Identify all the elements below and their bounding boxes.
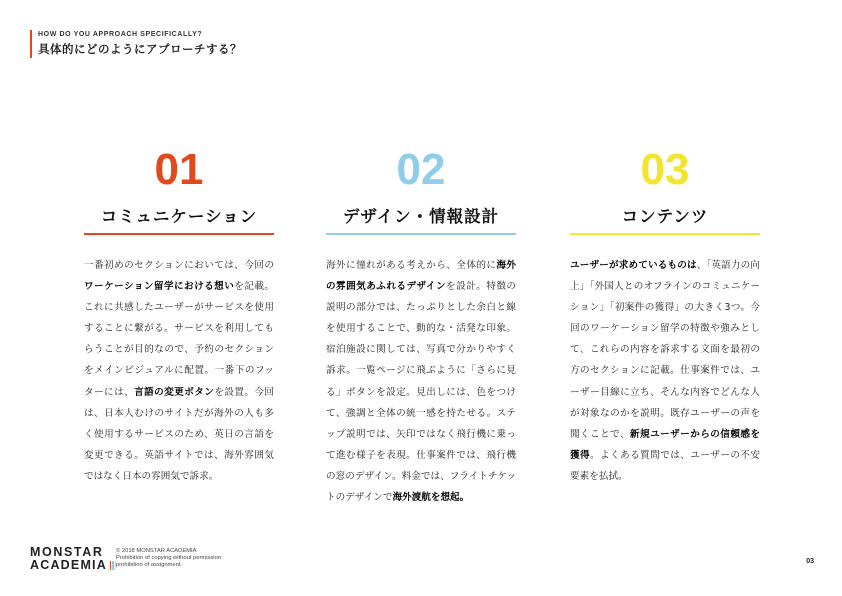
section-number: 02 — [396, 145, 446, 194]
logo-line2: ACADEMIA — [30, 558, 107, 572]
logo-line2-row — [30, 559, 116, 572]
logo-line1: MONSTAR — [30, 545, 104, 559]
section-title: デザイン・情報設計 — [326, 203, 516, 235]
body-text: 、「英語力の向上」「外国人とのオフラインのコミュニケーション」「初案件の獲得」の大きく3つ。今回のワーケーション留学の特徴や強みとして、これらの内容を訴求する文面を最初の方のセクションに記載。仕事案件では、ユーザー目線に立ち、そんな内容でどんな人が対象なのかを説明。既存ユーザーの声を聞くことで、 — [570, 260, 760, 440]
section-body — [326, 255, 516, 508]
section-body — [84, 255, 274, 487]
section-title: コンテンツ — [570, 203, 760, 235]
section-contents — [570, 145, 761, 487]
logo-bar — [110, 561, 112, 570]
header-eyebrow: HOW DO YOU APPROACH SPECIFICALLY? — [38, 31, 203, 38]
page-header — [30, 30, 242, 58]
copyright-text: © 2018 MONSTAR ACADEMIA Prohibition of copying without permission prohibition of assignment. — [116, 548, 222, 568]
section-communication — [84, 145, 275, 487]
body-text: 海外に憧れがある考えから、全体的に — [326, 260, 497, 271]
logo-bar — [112, 561, 114, 570]
body-text: 一番初めのセクションにおいては、今回の — [84, 260, 274, 271]
section-number: 03 — [640, 145, 690, 194]
body-emphasis: ワーケーション留学における想い — [84, 281, 235, 293]
body-text: 。よくある質問では、ユーザーの不安要素を払拭。 — [570, 449, 761, 482]
body-emphasis: 新規ユーザーからの信頼感を獲得 — [570, 428, 761, 461]
section-body — [570, 255, 760, 487]
body-emphasis: 海外渡航を想起。 — [392, 492, 470, 504]
body-text: を設計。特徴の説明の部分では、たっぷりとした余白と線を使用することで、動的な・活発な印象。宿泊施設に関しては、写真で分かりやすく訴求。一覧ページに飛ぶように「さらに見る」ボタンを設定。見出しには、色をつけて、強調と全体の統一感を持たせる。ステップ説明では、矢印ではなく飛行機に乗って進む様子を表現。仕事案件では、飛行機の窓のデザイン。料金では、フライトチケットのデザインで — [326, 281, 516, 504]
page-title: 具体的にどのようにアプローチする？ — [38, 42, 242, 56]
body-emphasis: 言語の変更ボタン — [134, 386, 215, 398]
body-emphasis: 海外の雰囲気あふれるデザイン — [326, 260, 517, 293]
section-title: コミュニケーション — [84, 203, 274, 235]
brand-logo — [30, 546, 116, 572]
section-number: 01 — [154, 145, 204, 194]
body-text: を記載。これに共感したユーザーがサービスを使用することに繋がる。サービスを利用してもらうことが目的なので、予約のセクションをメインビジュアルに配置。一番下のフッターには、 — [84, 281, 275, 398]
body-emphasis: ユーザーが求めているものは — [570, 260, 697, 271]
section-design — [326, 145, 517, 508]
page-number: 03 — [806, 558, 814, 565]
body-text: を設置。今回は、日本人むけのサイトだが海外の人も多く使用するサービスのため、英日の言語を変更できる。英語サイトでは、海外雰囲気ではなく日本の雰囲気で訴求。 — [84, 386, 275, 482]
